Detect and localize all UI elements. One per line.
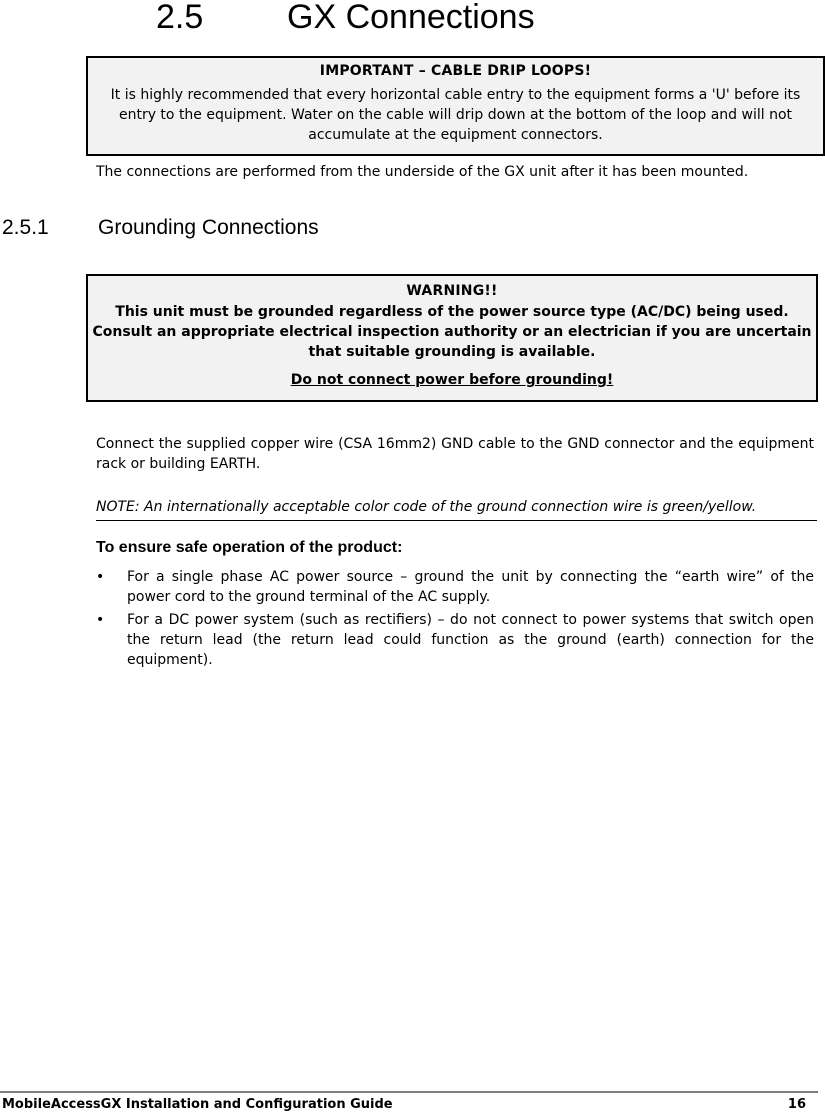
important-callout-body: It is highly recommended that every horizontal cable entry to the equipment forms a 'U' before its entry to the equipment. Water on the cable will drip down at the bottom of the loop and will not accumulate at the equipment connectors. — [110, 87, 801, 143]
note-divider — [96, 520, 817, 521]
warning-callout-box — [86, 274, 818, 402]
intro-paragraph: The connections are performed from the underside of the GX unit after it has been mounted. — [96, 164, 749, 180]
connect-ground-paragraph: Connect the supplied copper wire (CSA 16mm2) GND cable to the GND connector and the equipment rack or building EARTH. — [96, 436, 814, 472]
bullet-dc-power: For a DC power system (such as rectifiers) – do not connect to power systems that switch open the return lead (the return lead could function as the ground (earth) connection for the equipment). — [127, 612, 814, 668]
subsection-number: 2.5.1 — [2, 216, 49, 239]
section-title: GX Connections — [287, 0, 535, 36]
warning-line-grounded: This unit must be grounded regardless of the power source type (AC/DC) being used. — [115, 304, 789, 320]
note-text: NOTE: An internationally acceptable color code of the ground connection wire is green/yellow. — [96, 499, 757, 515]
subsection-title: Grounding Connections — [98, 216, 319, 239]
important-callout-box — [86, 56, 825, 156]
bullet-ac-power: For a single phase AC power source – ground the unit by connecting the “earth wire” of the power cord to the ground terminal of the AC supply. — [127, 569, 814, 605]
important-callout-title: IMPORTANT – CABLE DRIP LOOPS! — [319, 63, 592, 79]
warning-line-do-not-connect: Do not connect power before grounding! — [290, 372, 614, 388]
warning-line-consult: Consult an appropriate electrical inspection authority or an electrician if you are uncertain that suitable grounding is available. — [92, 324, 812, 360]
bullet-icon: • — [96, 612, 105, 628]
safe-operation-heading: To ensure safe operation of the product: — [96, 539, 403, 556]
footer-divider — [0, 1091, 818, 1093]
footer-page-number: 16 — [787, 1097, 806, 1112]
warning-callout-title: WARNING!! — [406, 283, 498, 299]
footer-document-title: MobileAccessGX Installation and Configuration Guide — [2, 1097, 393, 1112]
section-number: 2.5 — [156, 0, 204, 36]
bullet-icon: • — [96, 569, 105, 585]
